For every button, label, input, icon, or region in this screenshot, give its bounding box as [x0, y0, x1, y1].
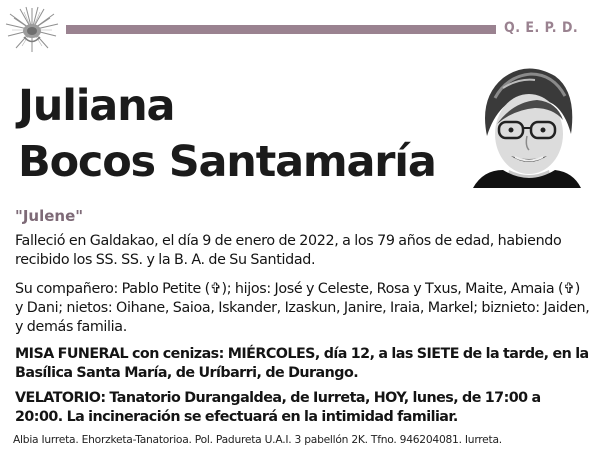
funeral-home-footer: Albia Iurreta. Ehorzketa-Tanatorioa. Pol. Padureta U.A.I. 3 pabellón 2K. Tfno. 946204081. Iurreta.: [13, 433, 502, 446]
header-divider-bar: [66, 25, 496, 34]
funeral-mass-paragraph: MISA FUNERAL con cenizas: MIÉRCOLES, día 12, a las SIETE de la tarde, en la Basílica Santa María, de Uríbarri, de Durango.: [15, 346, 589, 381]
deceased-first-name: Juliana: [18, 81, 175, 131]
thistle-flower-icon: [4, 4, 60, 54]
deceased-surnames: Bocos Santamaría: [18, 137, 436, 187]
nickname: "Julene": [15, 207, 84, 225]
family-paragraph: Su compañero: Pablo Petite (✞); hijos: José y Celeste, Rosa y Txus, Maite, Amaia (✞) y Dani; nietos: Oihane, Saioa, Iskander, Izaskun, Janire, Iraia, Markel; biznieto: Jaiden, y demás familia.: [15, 281, 590, 335]
death-notice-paragraph: Falleció en Galdakao, el día 9 de enero de 2022, a los 79 años de edad, habiendo recibido los SS. SS. y la B. A. de Su Santidad.: [15, 233, 562, 268]
wake-paragraph: VELATORIO: Tanatorio Durangaldea, de Iurreta, HOY, lunes, de 17:00 a 20:00. La incineración se efectuará en la intimidad familiar.: [15, 390, 541, 425]
qepd-label: Q. E. P. D.: [504, 20, 579, 36]
deceased-portrait: [473, 58, 581, 188]
